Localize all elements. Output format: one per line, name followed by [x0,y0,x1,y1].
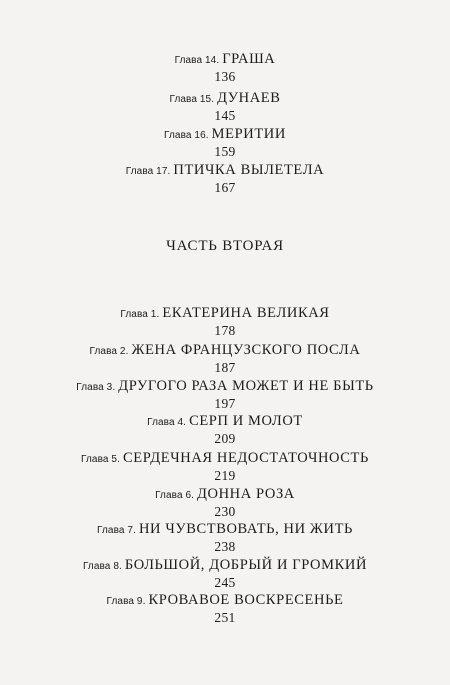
chapter-page-number: 145 [214,108,236,123]
toc-entry-chapter-8 [0,555,450,592]
chapter-label: Глава 15. [169,94,215,105]
chapter-title: СЕРДЕЧНАЯ НЕДОСТАТОЧНОСТЬ [122,450,369,466]
chapter-title-line [0,411,450,430]
chapter-title-line [0,340,450,359]
toc-entry-chapter-4 [0,411,450,448]
chapter-label: Глава 14. [174,55,220,66]
chapter-title-line [0,124,450,143]
chapter-label: Глава 16. [164,130,209,141]
chapter-title-line [0,376,450,395]
chapter-label: Глава 9. [106,596,146,607]
toc-entry-chapter-3 [0,376,450,413]
chapter-title: ГРАША [222,51,276,67]
chapter-label: Глава 4. [147,417,187,428]
toc-entry-chapter-9 [0,590,450,627]
chapter-page-number: 245 [214,575,236,590]
chapter-title: ЕКАТЕРИНА ВЕЛИКАЯ [162,305,330,321]
chapter-title: ДРУГОГО РАЗА МОЖЕТ И НЕ БЫТЬ [118,378,374,394]
chapter-title-line [0,49,450,68]
chapter-title-line [0,555,450,574]
chapter-title: ПТИЧКА ВЫЛЕТЕЛА [173,162,325,178]
toc-entry-chapter-6 [0,484,450,521]
chapter-title-line [0,590,450,609]
chapter-label: Глава 1. [120,309,160,320]
chapter-title-line [0,88,450,107]
chapter-title: НИ ЧУВСТВОВАТЬ, НИ ЖИТЬ [138,521,353,537]
chapter-title-line [0,484,450,503]
chapter-title-line [0,519,450,538]
toc-entry-chapter-5 [0,448,450,485]
toc-entry-chapter-1 [0,303,450,340]
chapter-page-number: 251 [214,610,236,625]
toc-entry-chapter-17 [0,160,450,197]
chapter-page-number: 197 [214,396,236,411]
chapter-page-number: 187 [214,360,236,375]
part-heading: ЧАСТЬ ВТОРАЯ [166,238,284,254]
chapter-page-number: 167 [214,180,236,195]
chapter-label: Глава 3. [76,382,116,393]
toc-entry-chapter-14 [0,49,450,86]
toc-entry-chapter-16 [0,124,450,161]
chapter-label: Глава 7. [97,525,136,536]
chapter-title: МЕРИТИИ [211,126,286,142]
toc-entry-chapter-15 [0,88,450,125]
chapter-page-number: 209 [214,431,236,446]
chapter-page-number: 230 [214,504,236,519]
chapter-label: Глава 2. [89,346,129,357]
chapter-title: ДОННА РОЗА [197,486,295,502]
chapter-title: КРОВАВОЕ ВОСКРЕСЕНЬЕ [148,592,344,608]
chapter-title: ДУНАЕВ [217,90,281,106]
chapter-title-line [0,448,450,467]
chapter-label: Глава 5. [81,454,120,465]
chapter-page-number: 219 [214,468,236,483]
chapter-page-number: 178 [214,323,236,338]
toc-entry-chapter-7 [0,519,450,556]
chapter-label: Глава 6. [155,490,195,501]
chapter-title: ЖЕНА ФРАНЦУЗСКОГО ПОСЛА [131,342,361,358]
chapter-title: СЕРП И МОЛОТ [189,413,303,429]
chapter-label: Глава 17. [125,166,171,177]
chapter-page-number: 238 [214,539,236,554]
chapter-label: Глава 8. [82,561,122,572]
chapter-page-number: 136 [214,69,236,84]
chapter-title: БОЛЬШОЙ, ДОБРЫЙ И ГРОМКИЙ [124,557,368,573]
chapter-title-line [0,160,450,179]
toc-entry-chapter-2 [0,340,450,377]
chapter-page-number: 159 [214,144,236,159]
chapter-title-line [0,303,450,322]
